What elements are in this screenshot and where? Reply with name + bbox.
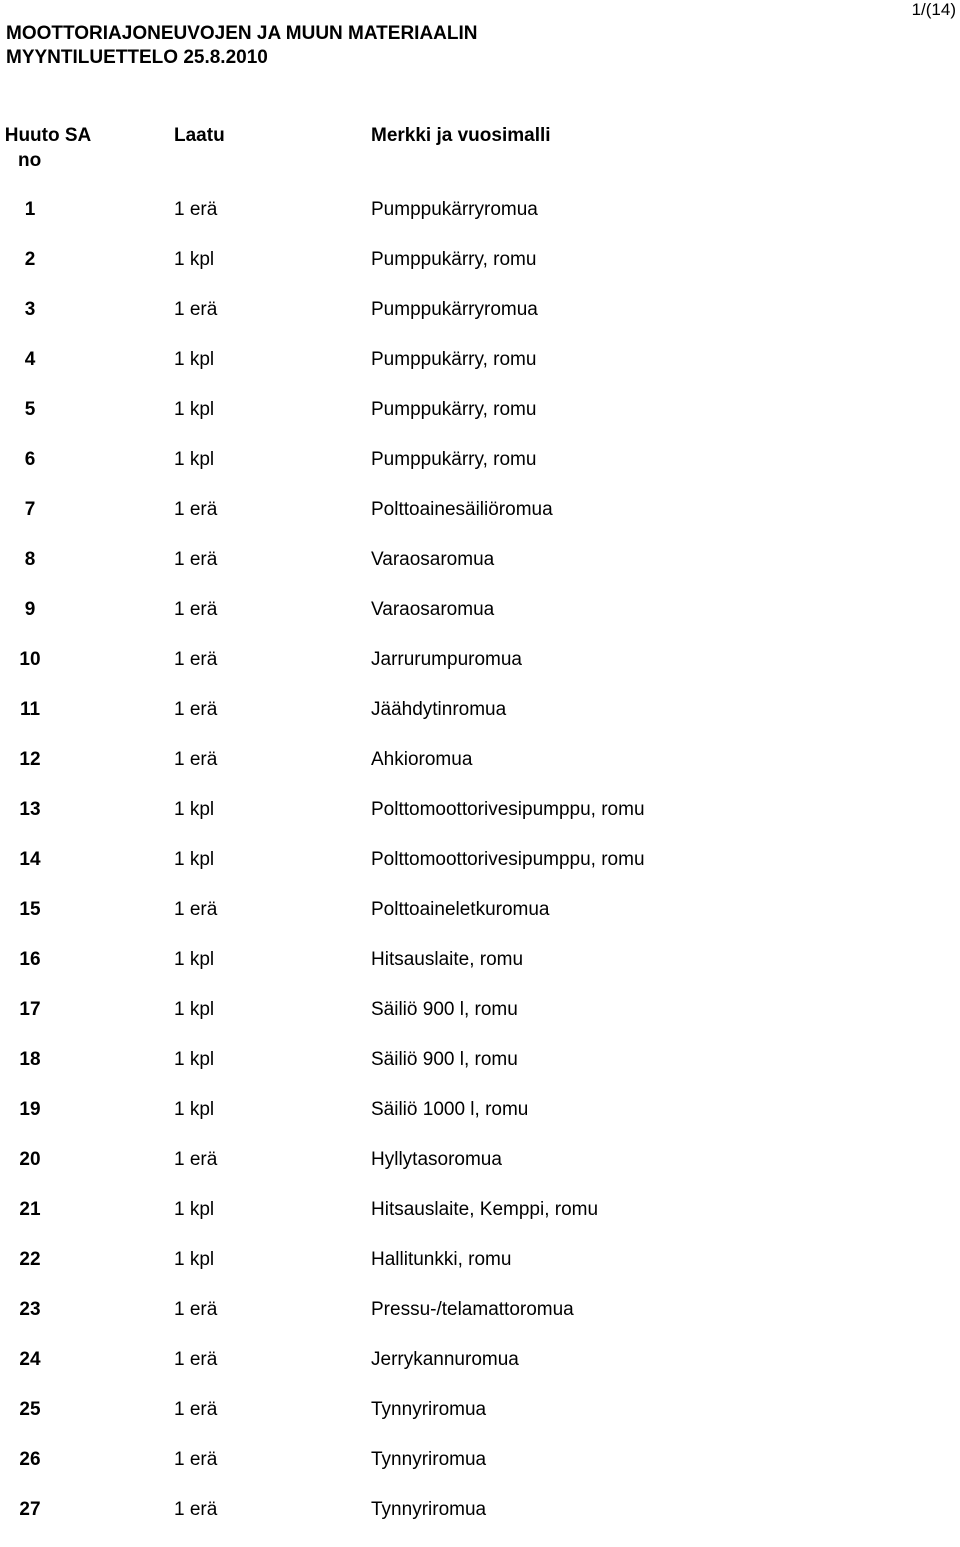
document-title-line-1: MOOTTORIAJONEUVOJEN JA MUUN MATERIAALIN (6, 23, 478, 44)
row-number: 22 (19, 1249, 41, 1270)
row-number: 1 (24, 199, 36, 220)
table-row (0, 347, 960, 397)
row-quantity: 1 kpl (174, 399, 215, 420)
row-description: Pumppukärry, romu (371, 399, 537, 420)
row-number: 5 (24, 399, 36, 420)
row-description: Säiliö 900 l, romu (371, 999, 518, 1020)
column-header-merkki: Merkki ja vuosimalli (371, 125, 551, 146)
row-description: Hyllytasoromua (371, 1149, 502, 1170)
row-number: 18 (19, 1049, 41, 1070)
row-number: 7 (24, 499, 36, 520)
table-row (0, 797, 960, 847)
row-description: Tynnyriromua (371, 1449, 487, 1470)
column-header-huuto-no (0, 123, 96, 173)
row-number: 24 (19, 1349, 41, 1370)
row-description: Hitsauslaite, romu (371, 949, 524, 970)
row-description: Polttomoottorivesipumppu, romu (371, 849, 645, 870)
row-description: Pressu-/telamattoromua (371, 1299, 574, 1320)
row-description: Tynnyriromua (371, 1499, 487, 1520)
row-description: Jarrurumpuromua (371, 649, 522, 670)
table-body (0, 197, 960, 1547)
row-number: 27 (19, 1499, 41, 1520)
row-quantity: 1 erä (174, 1349, 218, 1370)
row-quantity: 1 kpl (174, 1249, 215, 1270)
table-row (0, 197, 960, 247)
row-description: Polttoaineletkuromua (371, 899, 550, 920)
row-number: 26 (19, 1449, 41, 1470)
row-number: 9 (24, 599, 36, 620)
row-quantity: 1 kpl (174, 449, 215, 470)
row-number: 3 (24, 299, 36, 320)
table-row (0, 1197, 960, 1247)
row-quantity: 1 erä (174, 1499, 218, 1520)
row-quantity: 1 kpl (174, 949, 215, 970)
row-number: 4 (24, 349, 36, 370)
row-quantity: 1 erä (174, 649, 218, 670)
row-quantity: 1 kpl (174, 999, 215, 1020)
row-number: 13 (19, 799, 41, 820)
row-number: 14 (19, 849, 41, 870)
row-description: Hitsauslaite, Kemppi, romu (371, 1199, 599, 1220)
row-number: 11 (19, 699, 41, 720)
table-row (0, 297, 960, 347)
row-number: 12 (19, 749, 41, 770)
table-row (0, 747, 960, 797)
table-row (0, 1247, 960, 1297)
row-quantity: 1 kpl (174, 799, 215, 820)
row-quantity: 1 erä (174, 599, 218, 620)
row-number: 23 (19, 1299, 41, 1320)
table-row (0, 1097, 960, 1147)
row-quantity: 1 erä (174, 1149, 218, 1170)
row-number: 20 (19, 1149, 41, 1170)
table-row (0, 847, 960, 897)
table-row (0, 1397, 960, 1447)
row-quantity: 1 kpl (174, 249, 215, 270)
row-description: Hallitunkki, romu (371, 1249, 512, 1270)
table-row (0, 897, 960, 947)
row-quantity: 1 erä (174, 699, 218, 720)
row-number: 2 (24, 249, 36, 270)
row-quantity: 1 erä (174, 549, 218, 570)
row-description: Jäähdytinromua (371, 699, 507, 720)
document-title-line-2: MYYNTILUETTELO 25.8.2010 (6, 47, 268, 68)
row-description: Tynnyriromua (371, 1399, 487, 1420)
row-description: Pumppukärryromua (371, 199, 538, 220)
row-quantity: 1 erä (174, 749, 218, 770)
row-quantity: 1 erä (174, 499, 218, 520)
table-row (0, 1497, 960, 1547)
table-row (0, 1047, 960, 1097)
row-quantity: 1 erä (174, 199, 218, 220)
row-description: Jerrykannuromua (371, 1349, 519, 1370)
row-description: Pumppukärryromua (371, 299, 538, 320)
row-number: 17 (19, 999, 41, 1020)
row-description: Varaosaromua (371, 549, 495, 570)
row-description: Säiliö 1000 l, romu (371, 1099, 529, 1120)
row-description: Polttomoottorivesipumppu, romu (371, 799, 645, 820)
table-row (0, 997, 960, 1047)
row-number: 15 (19, 899, 41, 920)
row-number: 25 (19, 1399, 41, 1420)
row-quantity: 1 erä (174, 1399, 218, 1420)
row-quantity: 1 erä (174, 1449, 218, 1470)
table-row (0, 1297, 960, 1347)
row-quantity: 1 kpl (174, 1099, 215, 1120)
table-row (0, 947, 960, 997)
row-description: Pumppukärry, romu (371, 349, 537, 370)
row-number: 6 (24, 449, 36, 470)
table-row (0, 497, 960, 547)
table-row (0, 547, 960, 597)
column-header-huuto-no-line-1: Huuto SA (4, 125, 92, 146)
row-description: Säiliö 900 l, romu (371, 1049, 518, 1070)
row-quantity: 1 erä (174, 899, 218, 920)
page-number: 1/(14) (911, 0, 956, 19)
table-row (0, 1447, 960, 1497)
table-row (0, 247, 960, 297)
row-description: Pumppukärry, romu (371, 449, 537, 470)
row-description: Varaosaromua (371, 599, 495, 620)
row-quantity: 1 kpl (174, 1199, 215, 1220)
row-quantity: 1 kpl (174, 849, 215, 870)
column-header-huuto-no-line-2: no (18, 150, 42, 171)
table-row (0, 1147, 960, 1197)
row-number: 10 (19, 649, 41, 670)
row-description: Polttoainesäiliöromua (371, 499, 553, 520)
table-header (0, 123, 960, 175)
table-row (0, 397, 960, 447)
table-row (0, 447, 960, 497)
row-quantity: 1 erä (174, 1299, 218, 1320)
table-row (0, 1347, 960, 1397)
row-number: 19 (19, 1099, 41, 1120)
row-description: Ahkioromua (371, 749, 473, 770)
row-quantity: 1 kpl (174, 349, 215, 370)
row-description: Pumppukärry, romu (371, 249, 537, 270)
document-title (6, 22, 478, 70)
row-number: 16 (19, 949, 41, 970)
column-header-laatu: Laatu (174, 125, 225, 146)
row-quantity: 1 erä (174, 299, 218, 320)
row-number: 8 (24, 549, 36, 570)
row-number: 21 (19, 1199, 41, 1220)
row-quantity: 1 kpl (174, 1049, 215, 1070)
table-row (0, 697, 960, 747)
table-row (0, 647, 960, 697)
table-row (0, 597, 960, 647)
